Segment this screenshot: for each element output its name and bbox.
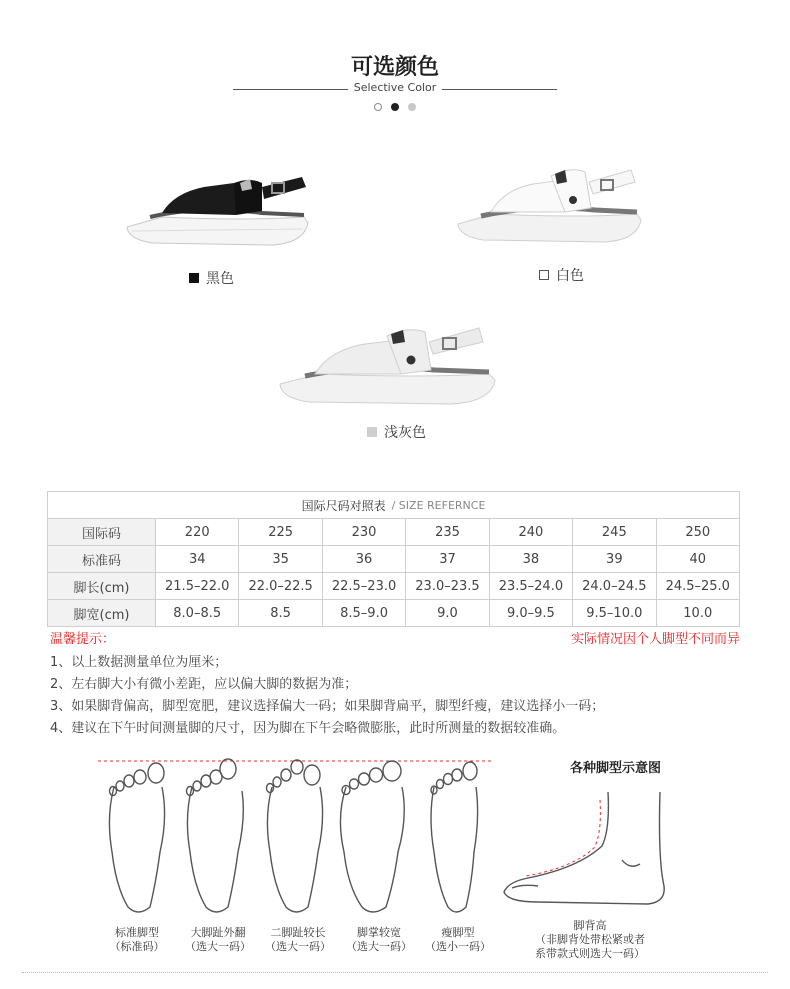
instep-advice-line2: 系带款式则选大一码） bbox=[535, 947, 645, 960]
size-table-row bbox=[48, 546, 740, 573]
foot-type-bunion bbox=[178, 926, 258, 954]
size-cell: 37 bbox=[406, 546, 489, 573]
tip-item: 2、左右脚大小有微小差距，应以偏大脚的数据为准； bbox=[50, 677, 358, 692]
size-table-row bbox=[48, 600, 740, 627]
color-dot-white bbox=[374, 103, 382, 111]
foot-type-advice: （选大一码） bbox=[185, 940, 251, 953]
size-cell: 40 bbox=[656, 546, 739, 573]
size-row-label: 标准码 bbox=[48, 546, 156, 573]
color-label-black: 黑色 bbox=[206, 271, 234, 287]
sandal-image-black bbox=[122, 165, 312, 255]
color-option-black[interactable] bbox=[189, 268, 234, 288]
sandal-image-light-grey bbox=[275, 318, 500, 413]
size-table-caption bbox=[47, 491, 740, 518]
size-cell: 23.5–24.0 bbox=[489, 573, 572, 600]
size-cell: 220 bbox=[156, 519, 239, 546]
swatch-white bbox=[539, 270, 549, 280]
size-table-title: 国际尺码对照表 bbox=[301, 498, 386, 513]
section-title: 可选颜色 bbox=[350, 55, 439, 80]
tips-heading: 温馨提示： bbox=[50, 632, 116, 647]
size-cell: 8.5 bbox=[239, 600, 322, 627]
foot-type-name: 二脚趾较长 bbox=[270, 926, 326, 939]
size-table bbox=[47, 518, 740, 627]
size-cell: 235 bbox=[406, 519, 489, 546]
size-cell: 240 bbox=[489, 519, 572, 546]
color-label-light-grey: 浅灰色 bbox=[384, 425, 426, 441]
color-option-light-grey[interactable] bbox=[367, 422, 426, 442]
foot-type-wide bbox=[339, 926, 419, 954]
color-label-white: 白色 bbox=[556, 268, 584, 284]
color-dot-black bbox=[391, 103, 399, 111]
instep-illustration bbox=[498, 790, 673, 924]
size-table-row bbox=[48, 573, 740, 600]
foot-outlines-svg bbox=[96, 757, 496, 922]
size-cell: 22.0–22.5 bbox=[239, 573, 322, 600]
size-cell: 39 bbox=[573, 546, 656, 573]
tip-item: 1、以上数据测量单位为厘米； bbox=[50, 655, 228, 670]
size-cell: 245 bbox=[573, 519, 656, 546]
size-cell: 9.5–10.0 bbox=[573, 600, 656, 627]
tip-item: 3、如果脚背偏高，脚型宽肥，建议选择偏大一码；如果脚背扁平，脚型纤瘦，建议选择小一码； bbox=[50, 699, 605, 714]
instep-label bbox=[520, 919, 660, 961]
size-table-container bbox=[47, 491, 740, 627]
size-cell: 38 bbox=[489, 546, 572, 573]
foot-type-slim bbox=[418, 926, 498, 954]
instep-advice-line1: （非脚背处带松紧或者 bbox=[535, 933, 645, 946]
size-cell: 35 bbox=[239, 546, 322, 573]
size-cell: 250 bbox=[656, 519, 739, 546]
color-dot-grey bbox=[408, 103, 416, 111]
section-subtitle: Selective Color bbox=[0, 81, 790, 94]
tips-list bbox=[50, 652, 604, 740]
foot-type-advice: （选大一码） bbox=[346, 940, 412, 953]
size-cell: 23.0–23.5 bbox=[406, 573, 489, 600]
size-cell: 36 bbox=[322, 546, 405, 573]
size-row-label: 脚长(cm) bbox=[48, 573, 156, 600]
sandal-image-white bbox=[455, 160, 645, 255]
size-cell: 22.5–23.0 bbox=[322, 573, 405, 600]
size-cell: 8.0–8.5 bbox=[156, 600, 239, 627]
swatch-black bbox=[189, 273, 199, 283]
foot-type-name: 标准脚型 bbox=[115, 926, 159, 939]
foot-types-illustration bbox=[96, 757, 496, 926]
swatch-light-grey bbox=[367, 427, 377, 437]
tips-right-note: 实际情况因个人脚型不同而异 bbox=[570, 632, 740, 647]
foot-type-name: 大脚趾外翻 bbox=[190, 926, 246, 939]
foot-type-standard bbox=[101, 926, 173, 954]
size-cell: 24.0–24.5 bbox=[573, 573, 656, 600]
color-option-white[interactable] bbox=[539, 265, 584, 285]
size-cell: 8.5–9.0 bbox=[322, 600, 405, 627]
size-cell: 21.5–22.0 bbox=[156, 573, 239, 600]
size-table-row bbox=[48, 519, 740, 546]
foot-type-long-second-toe bbox=[258, 926, 338, 954]
instep-foot-svg bbox=[498, 790, 673, 920]
size-cell: 230 bbox=[322, 519, 405, 546]
size-row-label: 国际码 bbox=[48, 519, 156, 546]
size-cell: 24.5–25.0 bbox=[656, 573, 739, 600]
size-cell: 225 bbox=[239, 519, 322, 546]
foot-type-name: 脚掌较宽 bbox=[357, 926, 401, 939]
size-cell: 10.0 bbox=[656, 600, 739, 627]
foot-type-advice: （标准码） bbox=[109, 940, 165, 953]
size-table-title-en: / SIZE REFERNCE bbox=[391, 498, 486, 512]
foot-type-name: 瘦脚型 bbox=[441, 926, 475, 939]
tip-item: 4、建议在下午时间测量脚的尺寸，因为脚在下午会略微膨胀，此时所测量的数据较准确。 bbox=[50, 721, 566, 736]
instep-name: 脚背高 bbox=[573, 919, 607, 932]
foot-type-advice: （选大一码） bbox=[265, 940, 331, 953]
size-cell: 9.0–9.5 bbox=[489, 600, 572, 627]
bottom-divider bbox=[22, 972, 768, 973]
foot-type-advice: （选小一码） bbox=[425, 940, 491, 953]
size-cell: 9.0 bbox=[406, 600, 489, 627]
diagram-title: 各种脚型示意图 bbox=[570, 761, 662, 776]
size-cell: 34 bbox=[156, 546, 239, 573]
size-row-label: 脚宽(cm) bbox=[48, 600, 156, 627]
color-dots bbox=[0, 96, 790, 115]
